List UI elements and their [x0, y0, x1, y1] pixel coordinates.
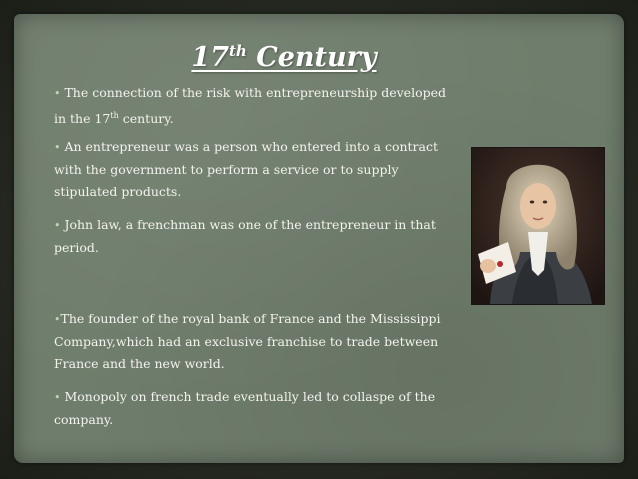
title-word: Century [246, 42, 377, 73]
bullet-item [54, 214, 449, 259]
slide-panel [14, 14, 624, 463]
bullet-text: The connection of the risk with entrepreneurship developed in the 17 [54, 85, 446, 127]
bullet-text: An entrepreneur was a person who entered into a contract with the government to perform a service or to supply stipulated products. [54, 139, 439, 199]
bullet-marker: • [54, 141, 61, 154]
bullet-text: Monopoly on french trade eventually led to collaspe of the company. [54, 389, 436, 427]
bullet-superscript: th [110, 111, 119, 120]
bullet-text-end: century. [118, 111, 174, 127]
bullet-marker: • [54, 219, 61, 232]
title-number: 17 [191, 42, 229, 73]
portrait-image [471, 147, 605, 305]
bullet-item [54, 386, 449, 431]
bullet-marker: • [54, 313, 61, 326]
title-superscript: th [229, 42, 247, 60]
slide-title [14, 42, 554, 73]
bullet-text: John law, a frenchman was one of the entrepreneur in that period. [54, 217, 436, 255]
bullet-item [54, 308, 449, 375]
bullet-marker: • [54, 87, 61, 100]
portrait-illustration [472, 148, 604, 304]
bullet-text: The founder of the royal bank of France and the Mississippi Company,which had an exclusive franchise to trade between France and the new world. [54, 311, 441, 371]
bullet-marker: • [54, 391, 61, 404]
bullet-item [54, 136, 449, 203]
bullet-item [54, 82, 449, 130]
